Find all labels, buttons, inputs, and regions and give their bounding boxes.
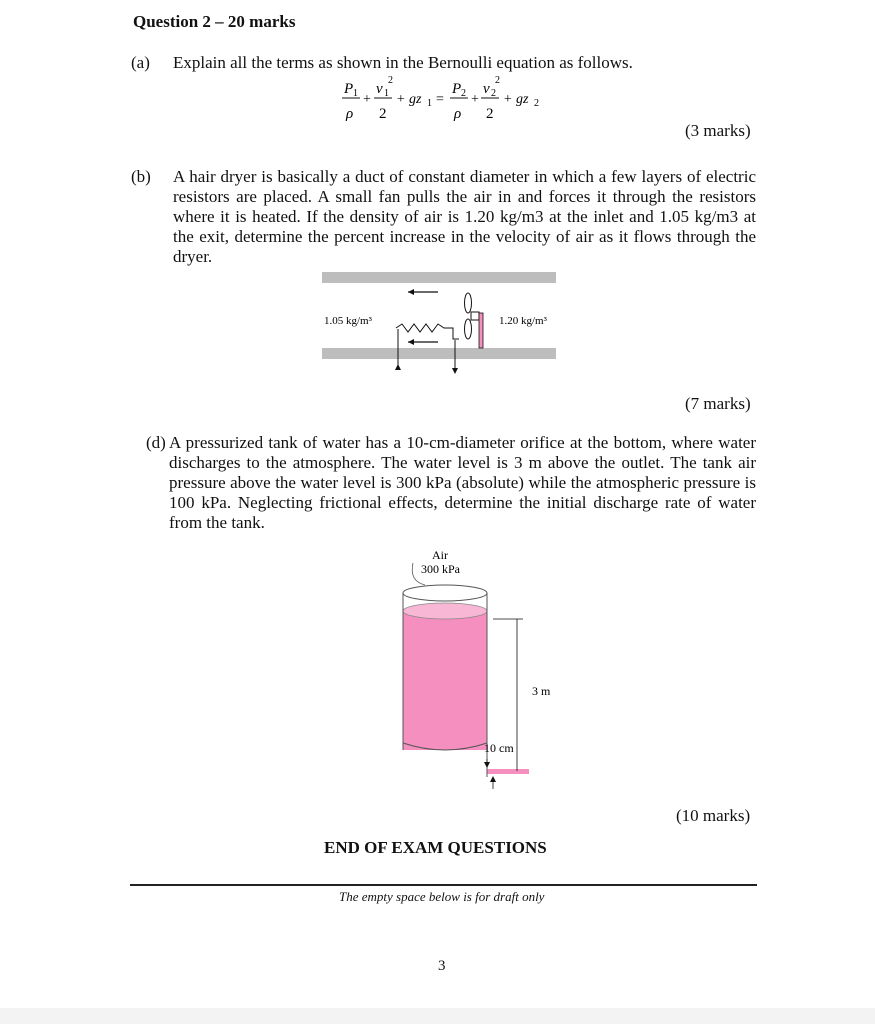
arrow-head-icon [408,289,414,295]
draft-note: The empty space below is for draft only [339,889,545,904]
eq-v2-sub: 2 [491,88,496,99]
eq-plus-2: + [471,92,479,107]
eq-p1-sub: 1 [353,88,358,99]
footer-divider [130,884,757,886]
end-of-exam-heading: END OF EXAM QUESTIONS [324,838,547,857]
part-b-text: A hair dryer is basically a duct of constant diameter in which a few layers of electric resistors are placed. A small fan pulls the air in and forces it through the resistors where it is heated. If the density of air is 1.20 kg/m3 at the inlet and 1.05 kg/m3 at the exit, determine the percent increase in the velocity of air as it flows through the dryer. [173,167,756,266]
part-b-marks: (7 marks) [685,394,751,413]
page-number: 3 [438,958,446,974]
eq-v1: v [376,81,383,97]
fan-blade-icon [465,293,472,313]
arrow-down-icon [484,762,490,768]
fan-blade-icon [465,319,472,339]
duct-top-wall [322,272,556,283]
outflow-jet [487,769,529,774]
part-b-label: (b) [131,167,151,186]
arrow-down-icon [452,368,458,374]
arrow-head-icon [408,339,414,345]
question-title: Question 2 – 20 marks [133,12,296,31]
part-a-text: Explain all the terms as shown in the Bernoulli equation as follows. [173,53,633,72]
eq-z1-sub: 1 [427,98,432,109]
eq-plus-1: + [363,92,371,107]
inlet-density-label: 1.20 kg/m³ [499,315,547,327]
viewer-bottom-edge [0,1008,875,1024]
part-a-label: (a) [131,53,150,72]
tank-top-rim [403,585,487,601]
eq-rho1: ρ [346,106,354,122]
eq-p2: P [452,81,462,97]
eq-v2: v [483,81,490,97]
resistor-icon [396,324,459,339]
eq-two-1: 2 [379,106,387,122]
part-d-text: A pressurized tank of water has a 10-cm-diameter orifice at the bottom, where water discharges to the atmosphere. The water level is 3 m above the outlet. The tank air pressure above the water level is 300 kPa (absolute) while the atmospheric pressure is 100 kPa. Neglecting frictional effects, determine the initial discharge rate of water from the tank. [169,433,756,532]
part-d-marks: (10 marks) [676,806,751,825]
water-surface [403,603,487,619]
part-a-marks: (3 marks) [685,121,751,140]
tank-water [403,611,487,750]
part-d-label: (d) [146,433,166,452]
fan-motor-mount [479,313,483,348]
eq-two-2: 2 [486,106,494,122]
pressure-label: 300 kPa [421,562,460,576]
eq-v1-sq: 2 [388,75,393,86]
exit-density-label: 1.05 kg/m³ [324,315,372,327]
eq-v1-sub: 1 [384,88,389,99]
fan-hub-icon [471,312,479,320]
arrow-up-icon [395,364,401,370]
eq-gz2: + gz [503,92,529,107]
bernoulli-equation [340,74,570,124]
eq-rho2: ρ [454,106,462,122]
height-label: 3 m [532,684,551,698]
eq-v2-sq: 2 [495,75,500,86]
air-label: Air [432,548,448,562]
eq-z2-sub: 2 [534,98,539,109]
hair-dryer-diagram [318,268,563,380]
pressurized-tank-diagram [395,543,551,793]
diameter-label: 10 cm [484,741,514,755]
eq-p2-sub: 2 [461,88,466,99]
eq-gz1: + gz [396,92,422,107]
eq-p1: P [344,81,354,97]
eq-equals: = [436,92,444,107]
duct-bottom-wall [322,348,556,359]
arrow-up-icon [490,776,496,782]
